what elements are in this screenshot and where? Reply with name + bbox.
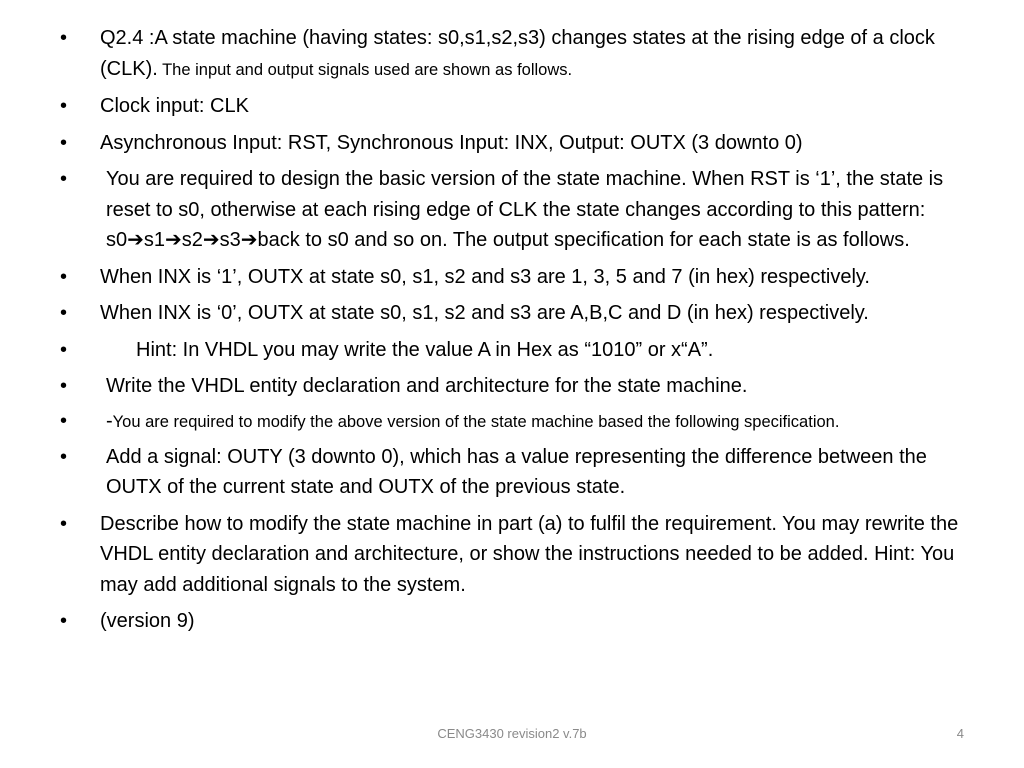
inx1-text: When INX is ‘1’, OUTX at state s0, s1, s2 and s3 are 1, 3, 5 and 7 (in hex) respectively.	[100, 265, 870, 288]
modify-text: You are required to modify the above version of the state machine based the following specification.	[112, 412, 840, 431]
q24-small-text: The input and output signals used are shown as follows.	[157, 60, 573, 79]
inx0-text: When INX is ‘0’, OUTX at state s0, s1, s2 and s3 are A,B,C and D (in hex) respectively.	[100, 302, 869, 324]
page-number: 4	[956, 726, 964, 741]
bullet-version	[60, 606, 965, 637]
modify-dash: -	[106, 409, 113, 432]
version-text: (version 9)	[100, 610, 195, 632]
bullet-modify	[60, 408, 965, 436]
clock-text: Clock input: CLK	[100, 95, 249, 117]
bullet-io	[60, 128, 965, 159]
bullet-inx1	[60, 262, 965, 293]
hint-text: Hint: In VHDL you may write the value A in Hex as “1010” or x“A”.	[136, 338, 714, 361]
design-text: You are required to design the basic version of the state machine. When RST is ‘1’, the state is reset to s0, otherwise at each rising edge of CLK the state changes according to this pattern: s0➔s1➔s2➔s3➔back to s0 and so on. The output specification for each state is as follows.	[106, 168, 944, 251]
bullet-clock	[60, 91, 965, 122]
io-text: Asynchronous Input: RST, Synchronous Input: INX, Output: OUTX (3 downto 0)	[100, 131, 803, 154]
bullet-inx0	[60, 298, 965, 329]
bullet-outy	[60, 442, 965, 503]
bullet-write	[60, 371, 965, 402]
describe-text: Describe how to modify the state machine in part (a) to fulfil the requirement. You may rewrite the VHDL entity declaration and architecture, or show the instructions needed to be added. Hint: You may add additional signals to the system.	[100, 512, 959, 596]
bullet-list	[60, 23, 965, 643]
write-text: Write the VHDL entity declaration and architecture for the state machine.	[106, 375, 748, 397]
bullet-describe	[60, 509, 965, 601]
outy-text: Add a signal: OUTY (3 downto 0), which has a value representing the difference between the OUTX of the current state and OUTX of the previous state.	[106, 445, 927, 498]
footer-title: CENG3430 revision2 v.7b	[437, 726, 587, 741]
bullet-design	[60, 164, 965, 256]
q24-main-text: Q2.4 :A state machine (having states: s0,s1,s2,s3) changes states at the rising edge of a clock (CLK).	[100, 27, 935, 80]
bullet-hint	[60, 335, 965, 366]
bullet-q24	[60, 23, 965, 85]
